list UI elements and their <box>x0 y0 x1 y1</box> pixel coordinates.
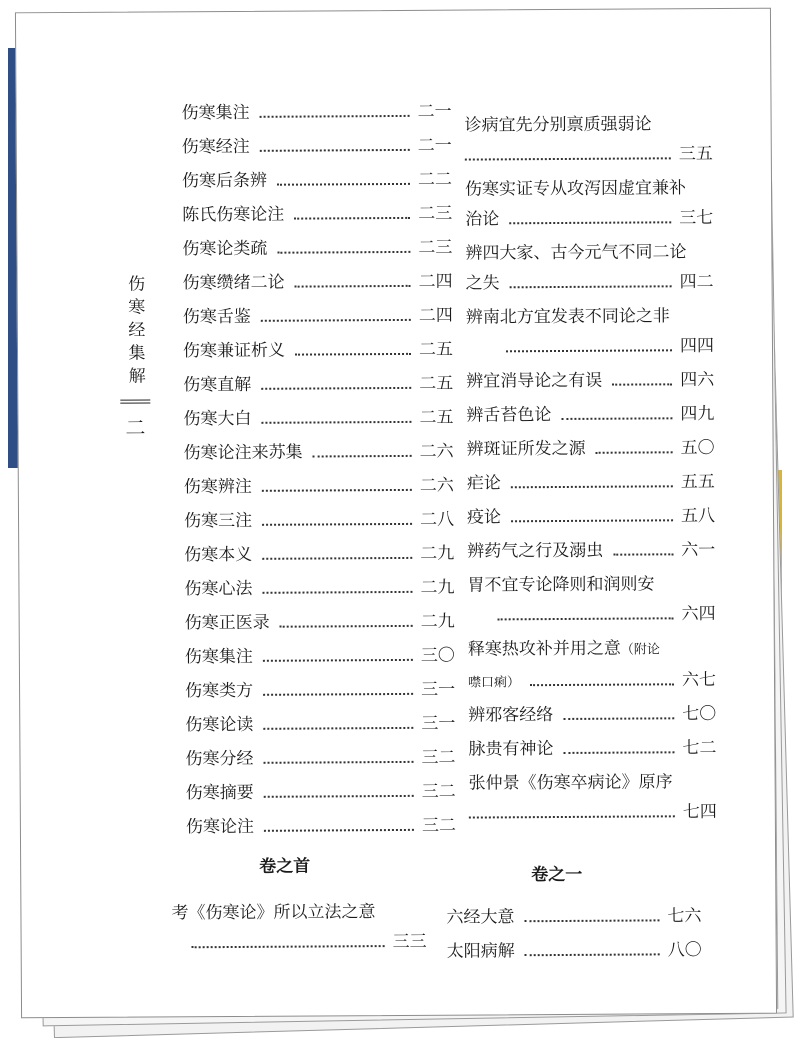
toc-entry-title[interactable]: 伤寒实证专从攻泻因虚宜兼补 <box>464 178 687 200</box>
running-header <box>120 275 151 441</box>
toc-entry[interactable]: 伤寒摘要 三二 <box>185 781 456 804</box>
toc-entry[interactable]: 伤寒三注 二八 <box>183 509 455 532</box>
toc-entry-continuation[interactable]: 七四 <box>469 797 717 833</box>
toc-entry-continuation[interactable]: 之失 四二 <box>465 272 714 294</box>
section-entries-juan-shou <box>171 897 426 963</box>
section-entries-juan-yi <box>446 901 701 971</box>
toc-entry-continuation[interactable]: 治论 三七 <box>465 208 714 230</box>
toc-entry[interactable]: 辨舌苔色论 四九 <box>466 404 715 426</box>
section-heading: 卷之首 <box>259 856 311 877</box>
toc-entry[interactable]: 疟论 五五 <box>466 472 715 494</box>
toc-entry-continuation[interactable]: 六四 <box>468 599 716 635</box>
toc-entry[interactable]: 六经大意 七六 <box>446 906 702 928</box>
toc-entry-title-text: 释寒热攻补并用之意 <box>467 638 621 660</box>
toc-right-column <box>465 109 717 833</box>
book-title-vertical: 伤寒经集解 <box>124 274 145 390</box>
toc-entry[interactable]: 伤寒兼证析义 二五 <box>182 339 454 362</box>
toc-entry-title[interactable] <box>468 633 716 667</box>
toc-entry[interactable]: 伤寒论读 三一 <box>185 713 456 736</box>
toc-entry[interactable]: 辨邪客经络 七〇 <box>468 704 717 726</box>
toc-entry-title[interactable]: 辨南北方宜发表不同论之非 <box>465 306 670 328</box>
toc-entry-continuation[interactable]: 四四 <box>466 331 714 367</box>
header-rule <box>120 399 150 403</box>
toc-entry[interactable]: 辨药气之行及溺虫 六一 <box>467 540 716 562</box>
toc-entry[interactable]: 伤寒正医录 二九 <box>184 611 455 634</box>
toc-entry-note: （附论 <box>620 642 660 658</box>
toc-entry[interactable]: 伤寒心法 二九 <box>184 577 455 600</box>
toc-entry-continuation[interactable]: 三五 <box>465 139 713 175</box>
toc-entry-title[interactable]: 胃不宜专论降则和润则安 <box>467 574 655 596</box>
toc-entry[interactable]: 脉贵有神论 七二 <box>468 738 717 760</box>
toc-entry[interactable]: 辨斑证所发之源 五〇 <box>466 438 715 460</box>
toc-left-column <box>181 97 456 847</box>
toc-entry[interactable]: 疫论 五八 <box>466 506 716 528</box>
toc-entry-title[interactable]: 诊病宜先分别禀质强弱论 <box>464 114 652 136</box>
toc-entry[interactable]: 伤寒本义 二九 <box>184 543 455 566</box>
toc-entry[interactable]: 伤寒论注 三二 <box>185 815 456 838</box>
toc-entry[interactable]: 伤寒后条辨 二二 <box>181 169 453 192</box>
toc-entry[interactable]: 伤寒集注 二一 <box>181 101 452 124</box>
toc-entry-continuation[interactable]: 噤口痢） 六七 <box>467 670 717 691</box>
section-heading: 卷之一 <box>531 864 583 886</box>
toc-entry[interactable]: 伤寒舌鉴 二四 <box>182 305 453 328</box>
toc-entry[interactable]: 伤寒分经 三二 <box>185 747 456 770</box>
toc-entry-title[interactable]: 考《伤寒论》所以立法之意 <box>171 902 376 924</box>
toc-entry[interactable]: 辨宜消导论之有误 四六 <box>466 370 715 392</box>
page-number: 二 <box>125 415 146 440</box>
toc-entry[interactable]: 伤寒缵绪二论 二四 <box>182 271 453 294</box>
toc-entry[interactable]: 伤寒直解 二五 <box>183 373 454 396</box>
toc-entry[interactable]: 太阳病解 八〇 <box>446 940 702 962</box>
toc-entry[interactable]: 伤寒经注 二一 <box>181 135 452 158</box>
toc-entry-title[interactable]: 张仲景《伤寒卒病论》原序 <box>468 772 673 794</box>
toc-entry[interactable]: 伤寒论注来苏集 二六 <box>183 441 454 464</box>
toc-entry-continuation[interactable]: 三三 <box>172 927 427 963</box>
toc-entry[interactable]: 伤寒类方 三一 <box>185 679 456 702</box>
toc-entry-title[interactable]: 辨四大家、古今元气不同二论 <box>465 242 687 264</box>
toc-entry[interactable]: 伤寒论类疏 二三 <box>182 237 453 260</box>
toc-entry[interactable]: 陈氏伤寒论注 二三 <box>182 203 453 226</box>
toc-entry[interactable]: 伤寒集注 三〇 <box>184 645 455 668</box>
toc-entry[interactable]: 伤寒大白 二五 <box>183 407 454 430</box>
contents-page <box>15 8 777 1019</box>
toc-entry[interactable]: 伤寒辨注 二六 <box>183 475 454 498</box>
